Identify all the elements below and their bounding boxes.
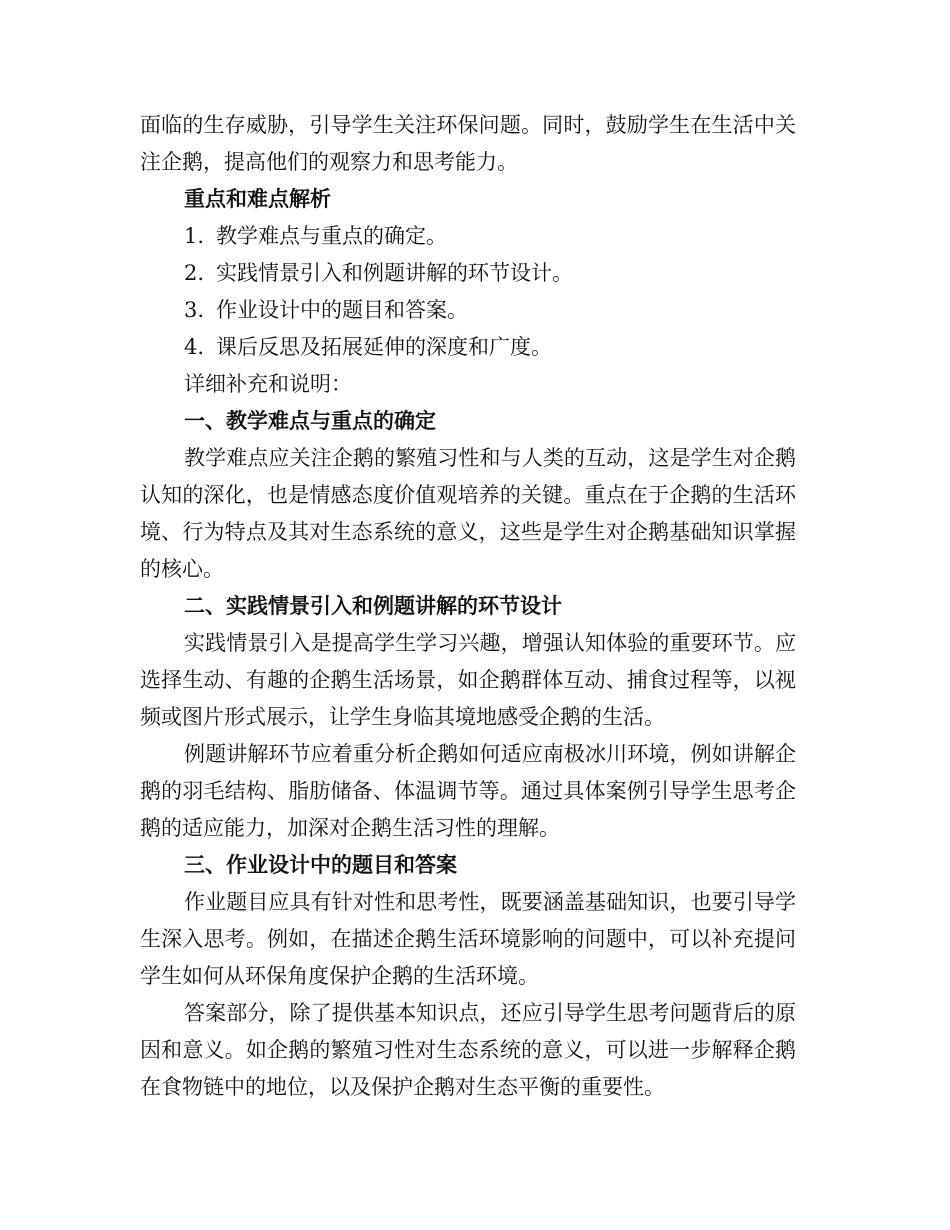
paragraph-section-1: 教学难点应关注企鹅的繁殖习性和与人类的互动，这是学生对企鹅认知的深化，也是情感态度价值观培养的关键。重点在于企鹅的生活环境、行为特点及其对生态系统的意义，这些是学生对企鹅基础知识掌握的核心。 xyxy=(140,446,796,581)
list-text: 课后反思及拓展延伸的深度和广度。 xyxy=(216,335,552,359)
list-item xyxy=(140,292,796,329)
list-number: 3. xyxy=(184,298,205,322)
paragraph-section-2b: 例题讲解环节应着重分析企鹅如何适应南极冰川环境，例如讲解企鹅的羽毛结构、脂肪储备、体温调节等。通过具体案例引导学生思考企鹅的适应能力，加深对企鹅生活习性的理解。 xyxy=(140,742,796,840)
list-text: 教学难点与重点的确定。 xyxy=(216,224,447,248)
list-item xyxy=(140,255,796,292)
paragraph-section-2a: 实践情景引入是提高学生学习兴趣，增强认知体验的重要环节。应选择生动、有趣的企鹅生活场景，如企鹅群体互动、捕食过程等，以视频或图片形式展示，让学生身临其境地感受企鹅的生活。 xyxy=(140,631,796,729)
section-heading-2: 二、实践情景引入和例题讲解的环节设计 xyxy=(184,594,562,618)
list-text: 实践情景引入和例题讲解的环节设计。 xyxy=(216,261,573,285)
supplement-label: 详细补充和说明： xyxy=(184,372,352,396)
section-heading-1: 一、教学难点与重点的确定 xyxy=(184,409,436,433)
list-number: 2. xyxy=(184,261,205,285)
paragraph-intro: 面临的生存威胁，引导学生关注环保问题。同时，鼓励学生在生活中关注企鹅，提高他们的观察力和思考能力。 xyxy=(140,113,796,174)
list-item xyxy=(140,329,796,366)
list-item xyxy=(140,218,796,255)
section-heading-3: 三、作业设计中的题目和答案 xyxy=(184,853,457,877)
document-page xyxy=(140,107,796,1106)
list-number: 1. xyxy=(184,224,205,248)
paragraph-section-3a: 作业题目应具有针对性和思考性，既要涵盖基础知识，也要引导学生深入思考。例如，在描述企鹅生活环境影响的问题中，可以补充提问学生如何从环保角度保护企鹅的生活环境。 xyxy=(140,890,796,988)
list-text: 作业设计中的题目和答案。 xyxy=(216,298,468,322)
paragraph-section-3b: 答案部分，除了提供基本知识点，还应引导学生思考问题背后的原因和意义。如企鹅的繁殖习性对生态系统的意义，可以进一步解释企鹅在食物链中的地位，以及保护企鹅对生态平衡的重要性。 xyxy=(140,1001,796,1099)
heading-key-points: 重点和难点解析 xyxy=(184,187,331,211)
list-number: 4. xyxy=(184,335,205,359)
